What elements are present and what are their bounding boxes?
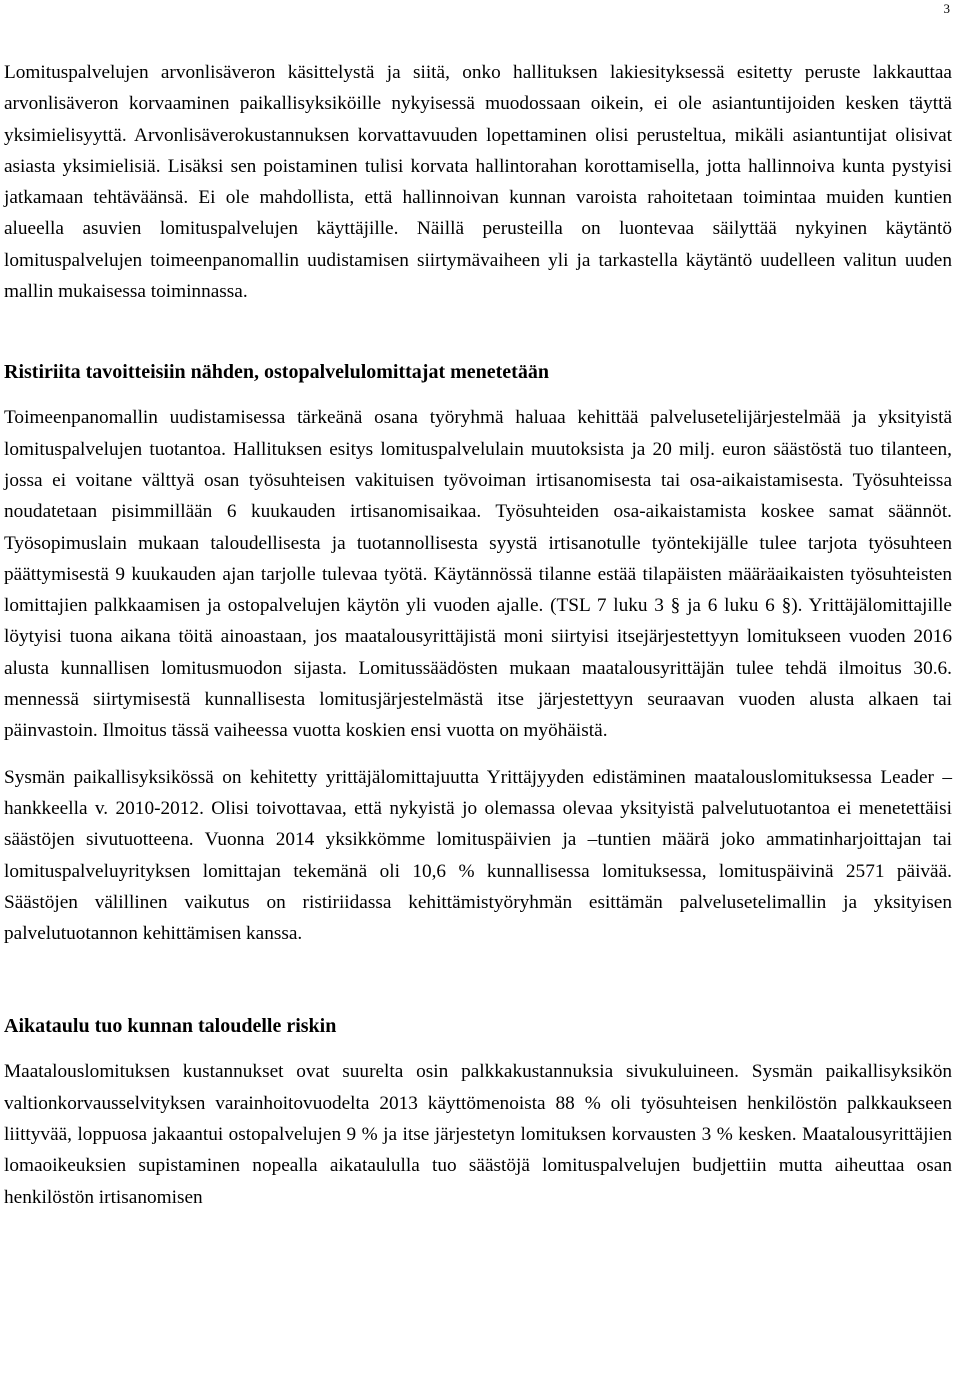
paragraph-vat-treatment: Lomituspalvelujen arvonlisäveron käsittelystä ja siitä, onko hallituksen lakiesityksessä esitetty peruste lakkauttaa arvonlisäveron korvaaminen paikallisyksiköille nykyisessä muodossaan oikein, ei ole asiantuntijoiden kesken täyttä yksimielisyyttä. Arvonlisäverokustannuksen korvattavuuden lopettaminen olisi perusteltua, mikäli asiantuntijat olisivat asiasta yksimielisiä. Lisäksi sen poistaminen tulisi korvata hallintorahan korottamisella, jotta hallinnoiva kunta pystyisi jatkamaan tehtäväänsä. Ei ole mahdollista, että hallinnoivan kunnan varoista rahoitetaan toimintaa muiden kuntien alueella asuvien lomituspalvelujen käyttäjille. Näillä perusteilla on luontevaa säilyttää nykyinen käytäntö lomituspalvelujen toimeenpanomallin uudistamisen siirtymävaiheen yli ja tarkastella käytäntö uudelleen valitun uuden mallin mukaisessa toiminnassa. xyxy=(4,62,952,303)
document-body xyxy=(4,57,952,1213)
paragraph-costs: Maatalouslomituksen kustannukset ovat suurelta osin palkkakustannuksia sivukuluineen. Sysmän paikallisyksikön valtionkorvausselvityksen varainhoitovuodelta 2013 käyttömenoista 88 % oli työsuhteisen henkilöstön palkkaukseen liittyvää, loppuosa jakaantui ostopalvelujen 9 % ja itse järjestetyn lomituksen korvausten 3 % kesken. Maatalousyrittäjien lomaoikeuksien supistaminen nopealla aikataululla tuo säästöjä lomituspalvelujen budjettiin mutta aiheuttaa osan henkilöstön irtisanomisen xyxy=(4,1061,952,1208)
paragraph-implementation-model: Toimeenpanomallin uudistamisessa tärkeänä osana työryhmä haluaa kehittää palvelusetelijärjestelmää ja yksityistä lomituspalvelujen tuotantoa. Hallituksen esitys lomituspalvelulain muutoksista ja 20 milj. euron säästöstä tuo tilanteen, jossa ei voitane välttyä osan työsuhteisen vakituisen työvoiman irtisanomisesta tai osa-aikaistamisesta. Työsuhteissa noudatetaan pisimmillään 6 kuukauden irtisanomisaikaa. Työsuhteiden osa-aikaistamista koskee samat säännöt. Työsopimuslain mukaan taloudellisesta ja tuotannollisesta syystä irtisanotulle työntekijälle tulee tarjota työsuhteen päättymisestä 9 kuukauden ajan tarjolle tulevaa työtä. Käytännössä tilanne estää tilapäisten määräaikaisten työsuhteisten lomittajien palkkaamisen ja ostopalvelujen käytön yli vuoden ajalle. (TSL 7 luku 3 § ja 6 luku 6 §). Yrittäjälomittajille löytyisi tuona aikana töitä ainoastaan, jos maatalousyrittäjistä moni siirtyisi itsejärjestettyyn lomitukseen vuoden 2016 alusta kunnallisen lomitusmuodon sijasta. Lomitussäädösten mukaan maatalousyrittäjän tulee tehdä ilmoitus 30.6. mennessä siirtymisestä kunnallisesta lomitusjärjestelmästä itse järjestettyyn seuraavan vuoden alusta alkaen tai päinvastoin. Ilmoitus tässä vaiheessa vuotta koskien ensi vuotta on myöhäistä. xyxy=(4,407,952,742)
page-number: 3 xyxy=(943,1,950,16)
section-heading-schedule-risk: Aikataulu tuo kunnan taloudelle riskin xyxy=(4,1015,337,1038)
section-heading-conflict: Ristiriita tavoitteisiin nähden, ostopalvelulomittajat menetetään xyxy=(4,361,549,384)
paragraph-sysma-unit: Sysmän paikallisyksikössä on kehitetty yrittäjälomittajuutta Yrittäjyyden edistäminen maatalouslomituksessa Leader –hankkeella v. 2010-2012. Olisi toivottavaa, että nykyistä jo olemassa olevaa yksityistä palvelutuotantoa ei menetettäisi säästöjen sivutuotteena. Vuonna 2014 yksikkömme lomituspäivien ja –tuntien määrä joko ammatinharjoittajan tai lomituspalveluyrityksen lomittajan tekemänä oli 10,6 % kunnallisessa lomituksessa, lomituspäivinä 2571 päivää. Säästöjen välillinen vaikutus on ristiriidassa kehittämistyöryhmän esittämän palvelusetelimallin ja yksityisen palvelutuotannon kehittämisen kanssa. xyxy=(4,766,952,945)
